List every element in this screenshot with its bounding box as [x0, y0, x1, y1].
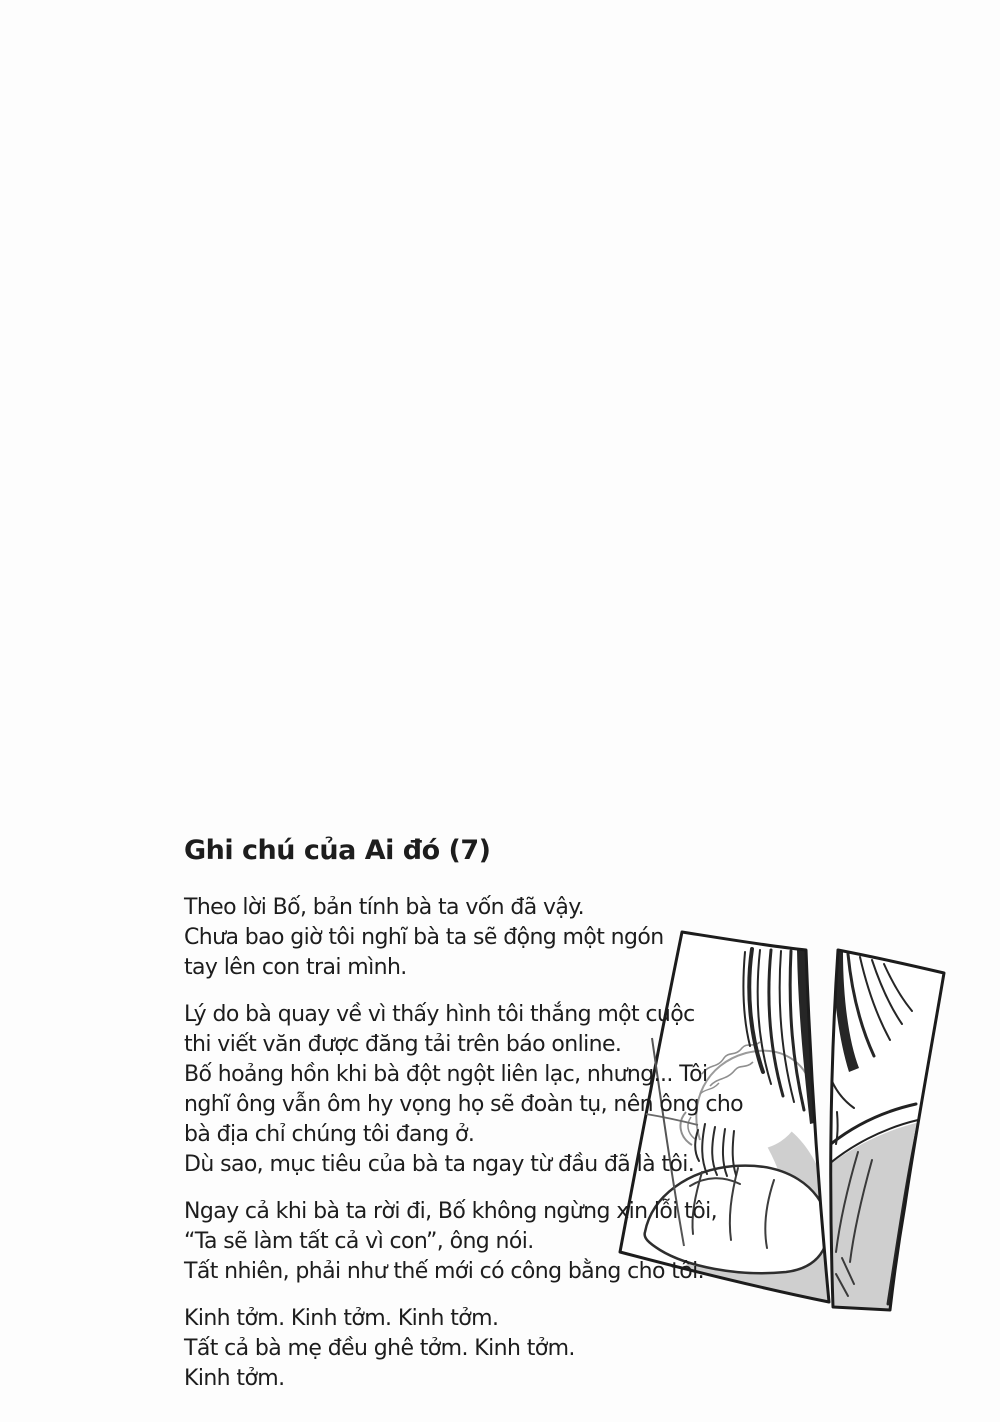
- note-title: Ghi chú của Ai đó (7): [184, 835, 491, 866]
- note-line: Bố hoảng hồn khi bà đột ngột liên lạc, nhưng... Tôi: [184, 1062, 708, 1087]
- note-paragraph: [184, 1197, 824, 1287]
- note-line: Tất nhiên, phải như thế mới có công bằng cho tôi.: [184, 1259, 705, 1284]
- note-line: bà địa chỉ chúng tôi đang ở.: [184, 1122, 475, 1147]
- note-line: thi viết văn được đăng tải trên báo online.: [184, 1032, 622, 1057]
- note-paragraph: [184, 1304, 824, 1394]
- note-line: Lý do bà quay về vì thấy hình tôi thắng một cuộc: [184, 1002, 695, 1027]
- note-paragraph: [184, 1000, 824, 1180]
- note-line: tay lên con trai mình.: [184, 955, 407, 980]
- note-line: Kinh tởm. Kinh tởm. Kinh tởm.: [184, 1306, 499, 1331]
- note-line: Dù sao, mục tiêu của bà ta ngay từ đầu đã là tôi.: [184, 1152, 695, 1177]
- note-line: “Ta sẽ làm tất cả vì con”, ông nói.: [184, 1229, 534, 1254]
- note-line: nghĩ ông vẫn ôm hy vọng họ sẽ đoàn tụ, nên ông cho: [184, 1092, 744, 1117]
- note-line: Chưa bao giờ tôi nghĩ bà ta sẽ động một ngón: [184, 925, 664, 950]
- note-line: Ngay cả khi bà ta rời đi, Bố không ngừng xin lỗi tôi,: [184, 1199, 717, 1224]
- note-line: Tất cả bà mẹ đều ghê tởm. Kinh tởm.: [184, 1336, 575, 1361]
- note-line: Kinh tởm.: [184, 1366, 285, 1391]
- note-line: Theo lời Bố, bản tính bà ta vốn đã vậy.: [184, 895, 584, 920]
- note-paragraph: [184, 893, 824, 983]
- note-text-block: [184, 834, 824, 1394]
